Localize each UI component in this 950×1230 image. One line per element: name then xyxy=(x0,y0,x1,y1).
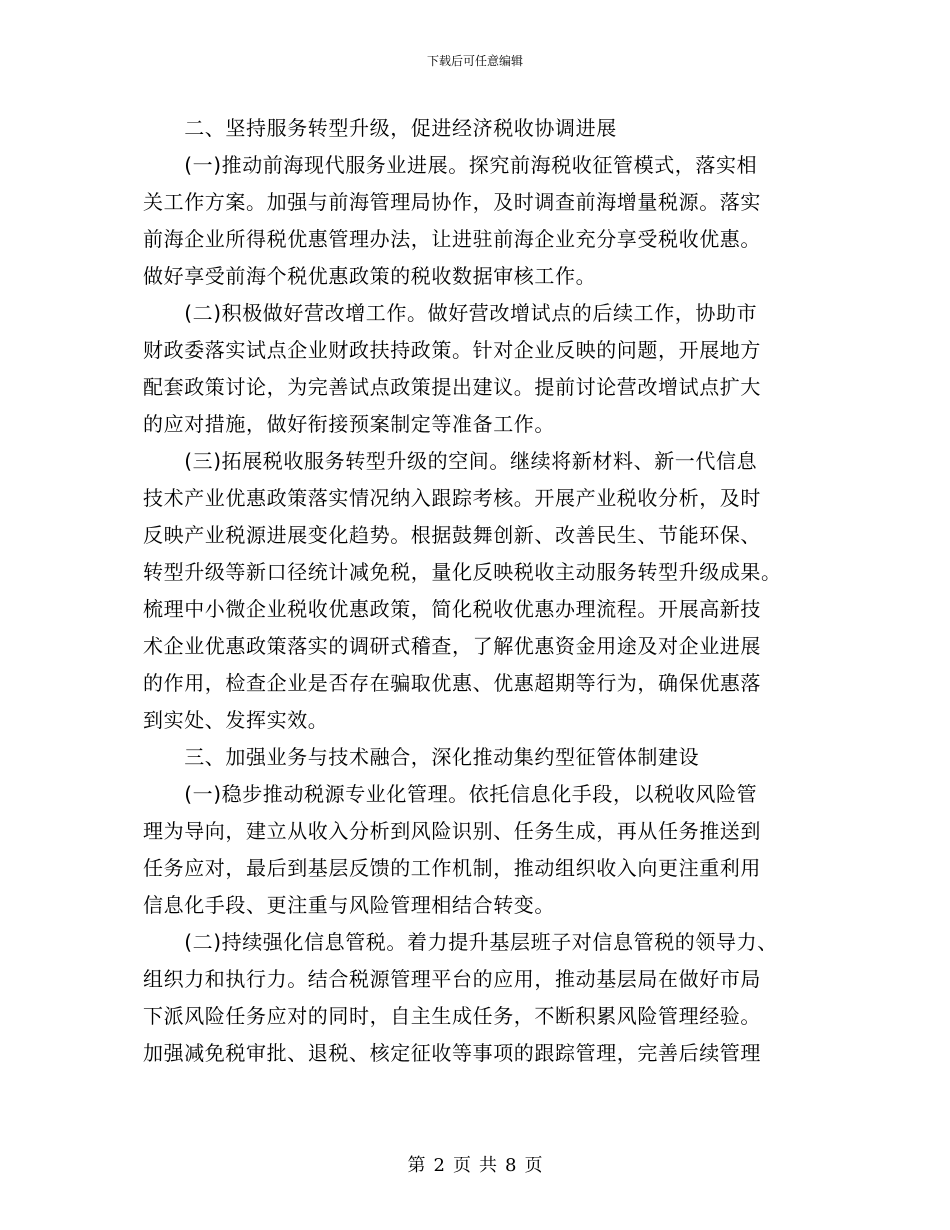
text-line: 任务应对，最后到基层反馈的工作机制，推动组织收入向更注重利用 xyxy=(143,856,761,880)
footer-prefix: 第 xyxy=(407,1155,426,1176)
text-line: 信息化手段、更注重与风险管理相结合转变。 xyxy=(143,893,555,917)
footer-page-word: 页 xyxy=(453,1155,471,1176)
text-line: (一)稳步推动税源专业化管理。依托信息化手段，以税收风险管 xyxy=(143,782,758,806)
text-line: 关工作方案。加强与前海管理局协作，及时调查前海增量税源。落实 xyxy=(143,190,761,214)
text-line: 的作用，检查企业是否存在骗取优惠、优惠超期等行为，确保优惠落 xyxy=(143,671,761,695)
footer-total-word: 共 xyxy=(479,1155,497,1176)
text-line: (二)持续强化信息管税。着力提升基层班子对信息管税的领导力、 xyxy=(143,930,778,954)
text-line: 转型升级等新口径统计减免税，量化反映税收主动服务转型升级成果。 xyxy=(143,560,782,584)
text-line: 三、加强业务与技术融合，深化推动集约型征管体制建设 xyxy=(143,745,700,769)
text-line: 到实处、发挥实效。 xyxy=(143,708,329,732)
text-line: 组织力和执行力。结合税源管理平台的应用，推动基层局在做好市局 xyxy=(143,967,761,991)
current-page-number: 2 xyxy=(433,1155,445,1176)
text-line: 二、坚持服务转型升级，促进经济税收协调进展 xyxy=(143,116,617,140)
footer-suffix: 页 xyxy=(524,1155,543,1176)
text-line: 做好享受前海个税优惠政策的税收数据审核工作。 xyxy=(143,264,597,288)
text-line: 理为导向，建立从收入分析到风险识别、任务生成，再从任务推送到 xyxy=(143,819,761,843)
page-footer xyxy=(0,1155,950,1177)
total-page-number: 8 xyxy=(505,1155,517,1176)
text-line: 财政委落实试点企业财政扶持政策。针对企业反映的问题，开展地方 xyxy=(143,338,761,362)
text-line: (三)拓展税收服务转型升级的空间。继续将新材料、新一代信息 xyxy=(143,449,758,473)
page-header: 下载后可任意编辑 xyxy=(426,54,523,68)
document-body xyxy=(143,110,803,1072)
text-line: (一)推动前海现代服务业进展。探究前海税收征管模式，落实相 xyxy=(143,153,758,177)
text-line: (二)积极做好营改增工作。做好营改增试点的后续工作，协助市 xyxy=(143,301,758,325)
text-line: 的应对措施，做好衔接预案制定等准备工作。 xyxy=(143,412,555,436)
text-line: 梳理中小微企业税收优惠政策，简化税收优惠办理流程。开展高新技 xyxy=(143,597,761,621)
text-line: 下派风险任务应对的同时，自主生成任务，不断积累风险管理经验。 xyxy=(143,1004,761,1028)
text-line: 配套政策讨论，为完善试点政策提出建议。提前讨论营改增试点扩大 xyxy=(143,375,761,399)
text-line: 技术产业优惠政策落实情况纳入跟踪考核。开展产业税收分析，及时 xyxy=(143,486,761,510)
text-line: 加强减免税审批、退税、核定征收等事项的跟踪管理，完善后续管理 xyxy=(143,1041,761,1065)
text-line: 反映产业税源进展变化趋势。根据鼓舞创新、改善民生、节能环保、 xyxy=(143,523,761,547)
text-line: 前海企业所得税优惠管理办法，让进驻前海企业充分享受税收优惠。 xyxy=(143,227,761,251)
text-line: 术企业优惠政策落实的调研式稽查，了解优惠资金用途及对企业进展 xyxy=(143,634,761,658)
